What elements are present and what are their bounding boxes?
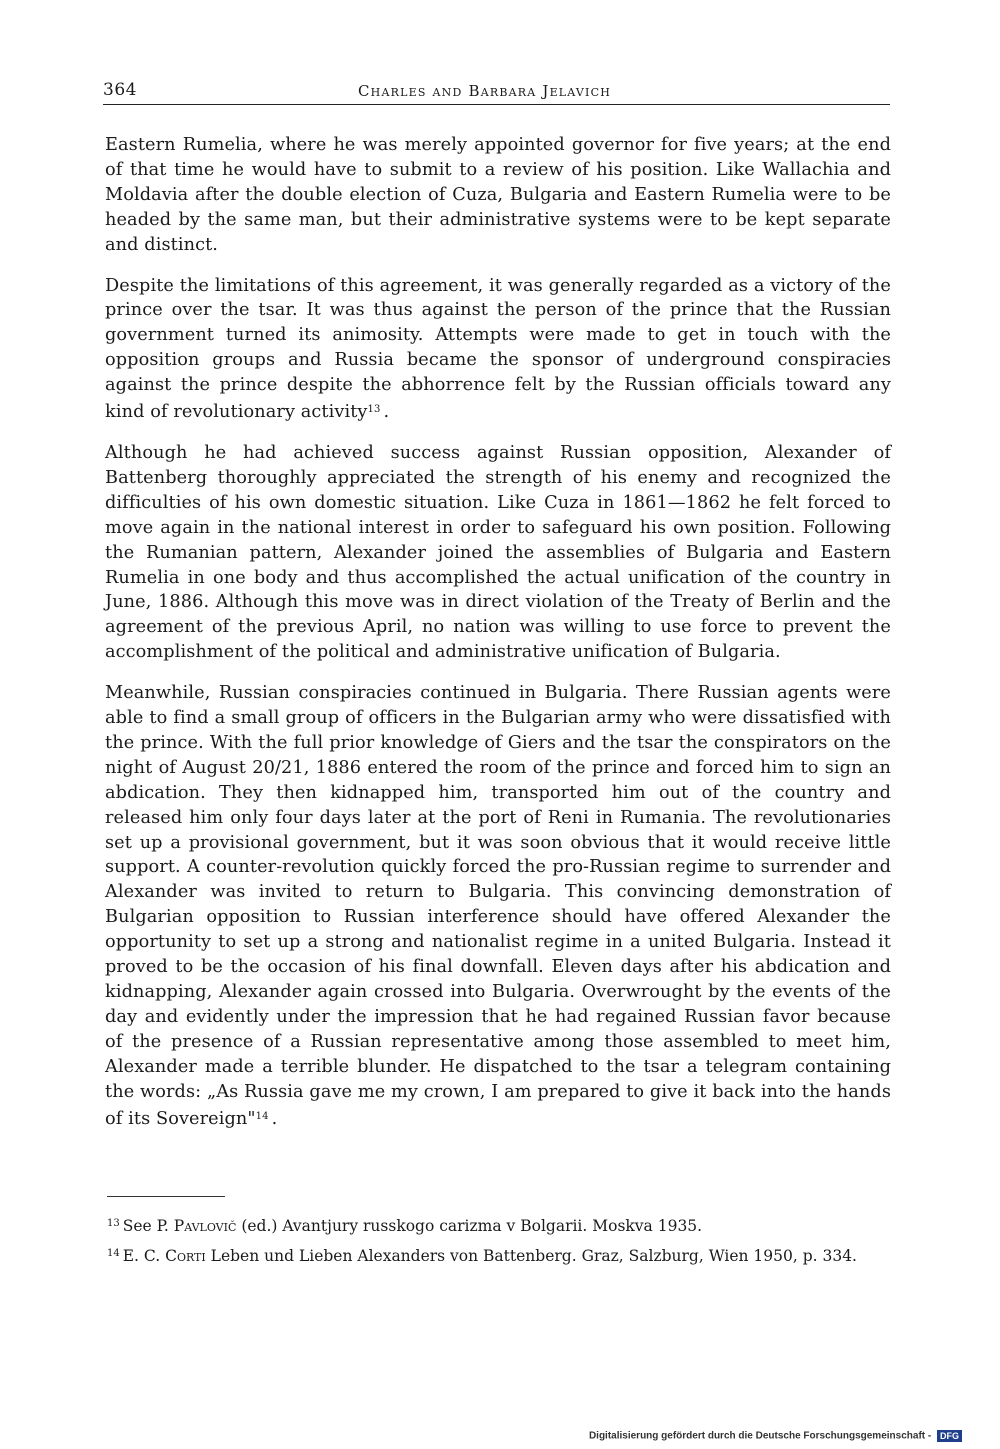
footnotes xyxy=(107,1213,891,1273)
footnote-ref-14: 14 xyxy=(255,1110,269,1122)
footnote-divider xyxy=(107,1196,225,1197)
dfg-logo: DFG xyxy=(937,1430,962,1442)
footnote-mark: 14 xyxy=(107,1248,120,1259)
footnote-author: Pavlovič xyxy=(173,1217,237,1235)
footnote-text: E. C. xyxy=(122,1247,166,1265)
paragraph-3: Although he had achieved success against Russian opposition, Alexander of Battenberg thoroughly appreciated the strength of his enemy and recognized the difficulties of his own domestic situation. Like Cuza in 1861—1862 he felt forced to move again in the national interest in order to safeguard his own position. Following the Rumanian pattern, Alexander joined the assemblies of Bulgaria and Eastern Rumelia in one body and thus accomplished the actual unification of the country in June, 1886. Although this move was in direct violation of the Treaty of Berlin and the agreement of the previous April, no nation was willing to use force to prevent the accomplishment of the political and administrative unification of Bulgaria. xyxy=(105,442,891,663)
footnote-text: Leben und Lieben Alexanders von Battenberg. Graz, Salzburg, Wien 1950, p. 334. xyxy=(205,1247,857,1265)
footnote-text: (ed.) Avantjury russkogo carizma v Bolgarii. Moskva 1935. xyxy=(236,1217,703,1235)
footnote-ref-13: 13 xyxy=(367,404,381,416)
footnote-14 xyxy=(107,1243,891,1267)
paragraph-2: Despite the limitations of this agreement, it was generally regarded as a victory of the prince over the tsar. It was thus against the person of the prince that the Russian government turned its animosity. Attempts were made to get in touch with the opposition groups and Russia became the sponsor of underground conspiracies against the prince despite the abhorrence felt by the Russian officials toward any kind of revolutionary activity$^{13}$ . xyxy=(105,275,891,423)
footnote-text: See P. xyxy=(122,1217,174,1235)
paragraph-4-text: Meanwhile, Russian conspiracies continued in Bulgaria. There Russian agents were able to find a small group of officers in the Bulgarian army who were dissatisfied with the prince. With the full prior knowledge of Giers and the tsar the conspirators on the night of August 20/21, 1886 entered the room of the prince and forced him to sign an abdication. They then kidnapped him, transported him out of the country and released him only four days later at the port of Reni in Rumania. The revolutionaries set up a provisional government, but it was soon obvious that it would receive little support. A counter-revolution quickly forced the pro-Russian regime to surrender and Alexander was invited to return to Bulgaria. This convincing demonstration of Bulgarian opposition to Russian interference should have offered Alexander the opportunity to set up a strong and nationalist regime in a united Bulgaria. Instead it proved to be the occasion of his final downfall. Eleven days after his abdication and kidnapping, Alexander again crossed into Bulgaria. Overwrought by the events of the day and evidently under the impression that he had regained Russian favor because of the presence of a Russian representative among those assembled to meet him, Alexander made a terrible blunder. He dispatched to the tsar a telegram containing the words: „As Russia gave me my crown, I am prepared to give it back into the hands of its Sovereign" xyxy=(105,683,891,1129)
paragraph-2-text: Despite the limitations of this agreement, it was generally regarded as a victory of the prince over the tsar. It was thus against the person of the prince that the Russian government turned its animosity. Attempts were made to get in touch with the opposition groups and Russia became the sponsor of underground conspiracies against the prince despite the abhorrence felt by the Russian officials toward any kind of revolutionary activity xyxy=(105,275,891,423)
paragraph-4: Meanwhile, Russian conspiracies continued in Bulgaria. There Russian agents were able to find a small group of officers in the Bulgarian army who were dissatisfied with the prince. With the full prior knowledge of Giers and the tsar the conspirators on the night of August 20/21, 1886 entered the room of the prince and forced him to sign an abdication. They then kidnapped him, transported him out of the country and released him only four days later at the port of Reni in Rumania. The revolutionaries set up a provisional government, but it was soon obvious that it would receive little support. A counter-revolution quickly forced the pro-Russian regime to surrender and Alexander was invited to return to Bulgaria. This convincing demonstration of Bulgarian opposition to Russian interference should have offered Alexander the opportunity to set up a strong and nationalist regime in a united Bulgaria. Instead it proved to be the occasion of his final downfall. Eleven days after his abdication and kidnapping, Alexander again crossed into Bulgaria. Overwrought by the events of the day and evidently under the impression that he had regained Russian favor because of the presence of a Russian representative among those assembled to meet him, Alexander made a terrible blunder. He dispatched to the tsar a telegram containing the words: „As Russia gave me my crown, I am prepared to give it back into the hands of its Sovereign"$^{14}$ . xyxy=(105,683,891,1129)
footnote-13 xyxy=(107,1213,891,1237)
running-header xyxy=(103,80,890,105)
credit-text: Digitalisierung gefördert durch die Deutsche Forschungsgemeinschaft - xyxy=(588,1430,932,1442)
page-number: 364 xyxy=(103,80,137,100)
footnote-author: Corti xyxy=(165,1247,206,1265)
footnote-mark: 13 xyxy=(107,1218,120,1229)
paragraph-1: Eastern Rumelia, where he was merely appointed governor for five years; at the end of that time he would have to submit to a review of his position. Like Wallachia and Moldavia after the double election of Cuza, Bulgaria and Eastern Rumelia were to be headed by the same man, but their administrative systems were to be kept separate and distinct. xyxy=(105,135,891,255)
digitization-credit xyxy=(589,1430,962,1442)
main-text xyxy=(105,133,891,1147)
running-head-authors: Charles and Barbara Jelavich xyxy=(358,82,612,100)
